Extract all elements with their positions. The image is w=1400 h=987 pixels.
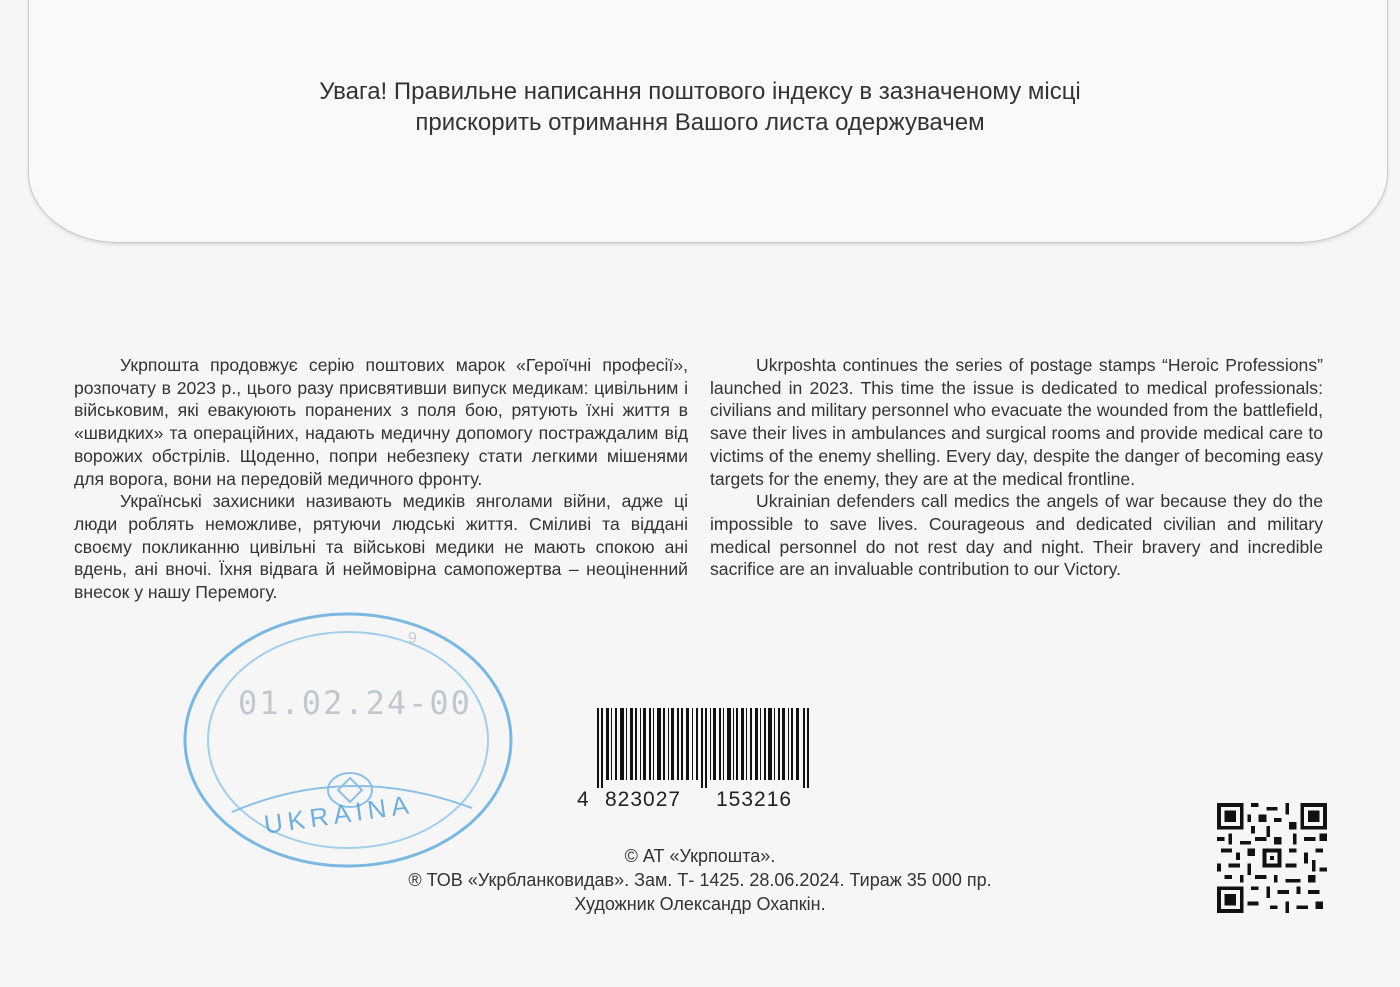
description-ukrainian xyxy=(74,354,688,604)
barcode-digits-right: 153216 xyxy=(716,788,793,811)
imprint-line-2: ® ТОВ «Укрбланковидав». Зам. Т- 1425. 28.06.2024. Тираж 35 000 пр. xyxy=(408,870,992,890)
barcode-digit-first: 4 xyxy=(577,788,590,811)
notice-line-1: Увага! Правильне написання поштового індексу в зазначеному місці xyxy=(319,78,1081,105)
description-english xyxy=(710,354,1323,581)
description-ua-paragraph-1: Укрпошта продовжує серію поштових марок «Героїчні професії», розпочату в 2023 р., цього разу присвятивши випуск медикам: цивільним і військовим, які евакуюють поранених з поля бою, рятують їхні життя в «швидких» та операційних, надають медичну допомогу постраждалим від ворожих обстрілів. Щоденно, попри небезпеку стати легкими мішенями для ворога, вони на передовій медичного фронту. xyxy=(74,355,688,489)
imprint-line-3: Художник Олександр Охапкін. xyxy=(574,894,826,914)
barcode-bars xyxy=(595,708,815,788)
notice-line-2: прискорить отримання Вашого листа одержувачем xyxy=(415,109,985,136)
postal-code-notice xyxy=(200,76,1200,138)
ean-barcode xyxy=(575,708,815,820)
description-en-paragraph-1: Ukrposhta continues the series of postage stamps “Heroic Professions” launched in 2023. This time the issue is dedicated to medical professionals: civilians and military personnel who evacuate the wounded from the battlefield, save their lives in ambulances and surgical rooms and provide medical care to victims of the enemy shelling. Every day, despite the danger of becoming easy targets for the enemy, they are at the medical frontline. xyxy=(710,355,1323,489)
barcode-digits-left: 823027 xyxy=(605,788,682,811)
postmark-code: 9 xyxy=(408,630,417,647)
description-en-paragraph-2: Ukrainian defenders call medics the angels of war because they do the impossible to save lives. Courageous and dedicated civilian and military medical personnel do not rest day and night. Their bravery and incredible sacrifice are an invaluable contribution to our Victory. xyxy=(710,491,1323,580)
description-ua-paragraph-2: Українські захисники називають медиків янголами війни, адже ці люди роблять неможливе, рятуючи людські життя. Сміливі та віддані своєму покликанню цивільні та військові медики не мають спокою ані вдень, ані вночі. Їхня відвага й неймовірна самопожертва – неоціненний внесок у нашу Перемогу. xyxy=(74,491,688,603)
imprint-line-1: © АТ «Укрпошта». xyxy=(624,846,776,866)
publisher-imprint xyxy=(290,844,1110,916)
postmark-country: UKRAINA xyxy=(262,789,416,840)
postmark xyxy=(172,612,532,882)
postmark-date: 01.02.24-00 xyxy=(238,684,472,722)
qr-code-icon xyxy=(1217,803,1327,913)
